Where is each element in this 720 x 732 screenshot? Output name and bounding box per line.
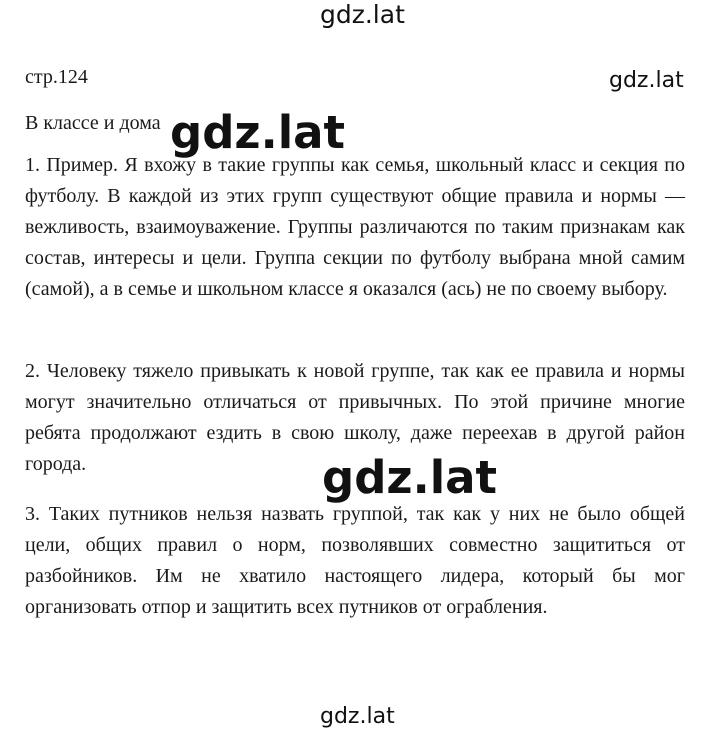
watermark-bottom: gdz.lat (320, 704, 395, 729)
page-number: стр.124 (25, 66, 88, 88)
paragraph-2: 2. Человеку тяжело привыкать к новой группе, так как ее правила и нормы могут значительно отличаться от привычных. По этой причине многие ребята продолжают ездить в свою школу, даже переехав в другой район города. (25, 360, 685, 475)
watermark-large-middle: gdz.lat (322, 451, 498, 504)
watermark-right: gdz.lat (609, 68, 684, 93)
watermark-top: gdz.lat (320, 0, 405, 29)
paragraph-3: 3. Таких путников нельзя назвать группой, так как у них не было общей цели, общих правил о норм, позволявших совместно защититься от разбойников. Им не хватило настоящего лидера, который бы мог организовать отпор и защитить всех путников от ограбления. (25, 503, 685, 618)
section-title: В классе и дома (25, 112, 161, 134)
paragraph-1: 1. Пример. Я вхожу в такие группы как семья, школьный класс и секция по футболу. В каждой из этих групп существуют общие правила и нормы — вежливость, взаимоуважение. Группы различаются по таким признакам как состав, интересы и цели. Группа секции по футболу выбрана мной самим (самой), а в семье и школьном классе я оказался (ась) не по своему выбору. (25, 154, 685, 300)
watermark-large-upper: gdz.lat (170, 106, 346, 159)
